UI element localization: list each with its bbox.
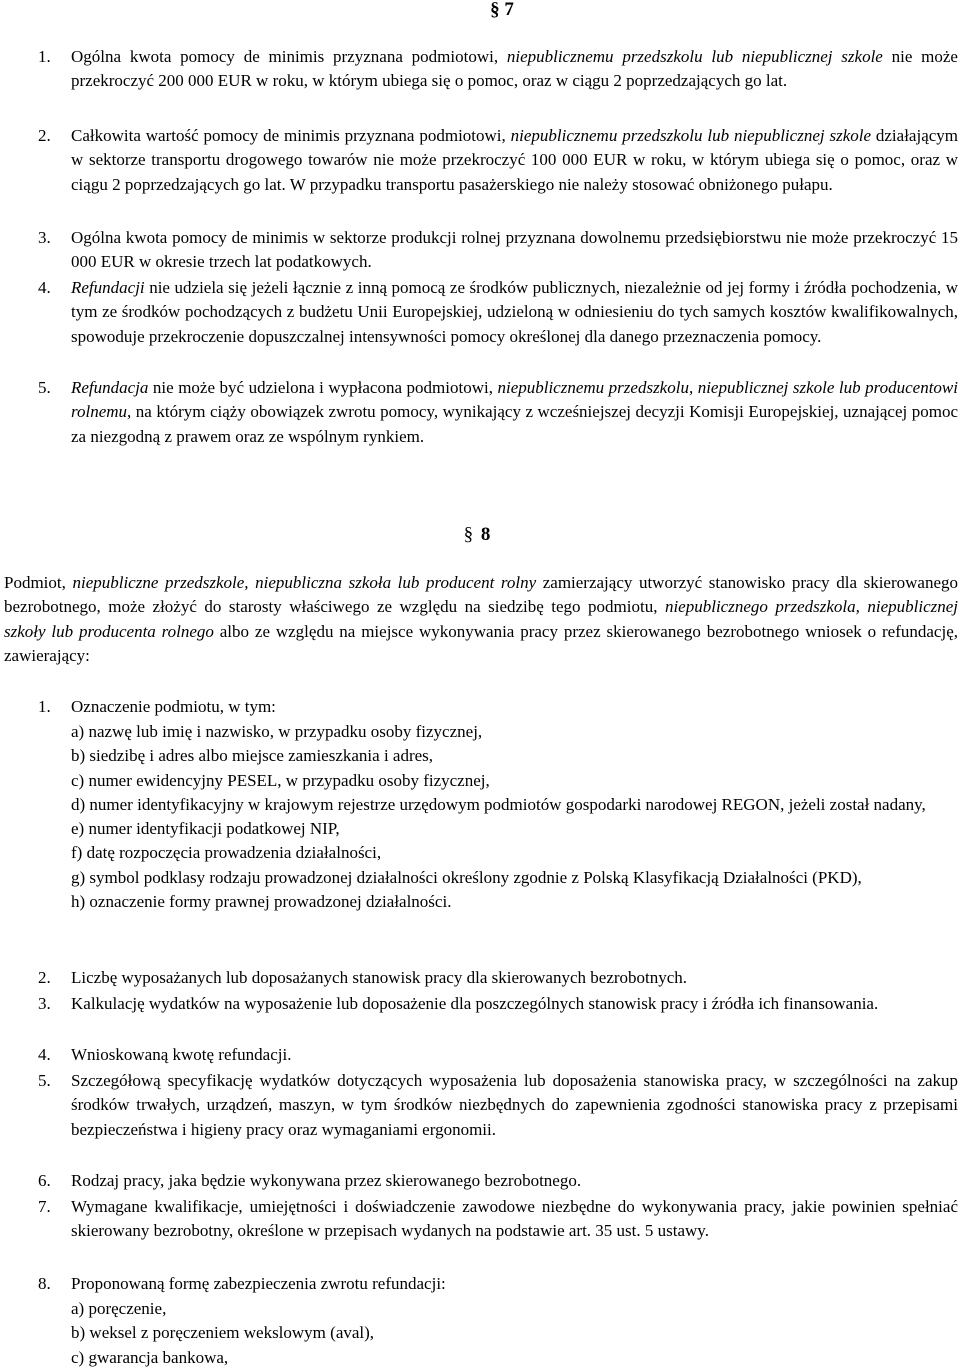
- list-item: b) weksel z poręczeniem wekslowym (aval),: [71, 1323, 375, 1343]
- italic-text-run: niepublicznemu przedszkolu lub niepublicznej szkole: [506, 47, 883, 66]
- item-text: [71, 276, 958, 349]
- list-item: g) symbol podklasy rodzaju prowadzonej działalności określony zgodnie z Polską Klasyfikacją Działalności (PKD),: [71, 867, 862, 887]
- italic-text-run: niepublicznego przedszkola, niepublicznej szkoły lub producenta rolnego: [4, 597, 959, 641]
- list-item: a) poręczenie,: [71, 1299, 167, 1318]
- item-number: 5.: [38, 378, 51, 397]
- item-text: Kalkulację wydatków na wyposażenie lub doposażenie dla poszczególnych stanowisk pracy i źródła ich finansowania.: [71, 994, 879, 1013]
- list-item: c) numer ewidencyjny PESEL, w przypadku osoby fizycznej,: [71, 770, 490, 790]
- item-number: 6.: [38, 1171, 51, 1190]
- text-run: nie może przekroczyć 200 000 EUR w roku, w którym ubiega się o pomoc, oraz w ciągu 2 poprzedzających go lat.: [71, 47, 958, 91]
- text-run: Całkowita wartość pomocy de minimis przyznana podmiotowi,: [71, 126, 511, 145]
- s7-item-1: [38, 45, 958, 94]
- list-item: d) numer identyfikacyjny w krajowym rejestrze urzędowym podmiotów gospodarki narodowej REGON, jeżeli został nadany,: [71, 794, 926, 814]
- s8-item-8: [38, 1272, 958, 1296]
- item-text: [71, 226, 958, 275]
- item-text: Proponowaną formę zabezpieczenia zwrotu refundacji:: [71, 1274, 446, 1293]
- list-item: b) siedzibę i adres albo miejsce zamieszkania i adres,: [71, 746, 434, 766]
- text-run: Ogólna kwota pomocy de minimis przyznana podmiotowi,: [71, 47, 507, 66]
- item-number: 4.: [38, 1045, 51, 1064]
- item-number: 1.: [38, 697, 51, 716]
- italic-text-run: Refundacja: [71, 378, 149, 397]
- s8-item-4: [38, 1043, 958, 1067]
- italic-text-run: niepublicznemu przedszkolu, niepublicznej szkole lub producentowi rolnemu: [71, 378, 958, 422]
- text-run: nie może być udzielona i wypłacona podmiotowi,: [148, 378, 498, 397]
- s8-intro-paragraph: [4, 571, 958, 668]
- s7-item-5: [38, 376, 958, 449]
- s7-item-3: [38, 226, 958, 275]
- list-item: f) datę rozpoczęcia prowadzenia działalności,: [71, 843, 382, 863]
- list-item: a) nazwę lub imię i nazwisko, w przypadku osoby fizycznej,: [71, 722, 483, 741]
- s8-item-3: [38, 992, 958, 1016]
- item-text: Liczbę wyposażanych lub doposażanych stanowisk pracy dla skierowanych bezrobotnych.: [71, 968, 688, 987]
- text-run: działającym w sektorze transportu drogowego towarów nie może przekroczyć 100 000 EUR w roku, w którym ubiega się o pomoc, oraz w ciągu 2 poprzedzających go lat. W przypadku transportu pasażerskiego nie należy stosować obniżonego pułapu.: [71, 126, 959, 194]
- item-number: 3.: [38, 994, 51, 1013]
- s8-item-1: [38, 695, 958, 719]
- item-text: [71, 376, 958, 449]
- item-number: 2.: [38, 968, 51, 987]
- text-run: , na którym ciąży obowiązek zwrotu pomocy, wynikający z wcześniejszej decyzji Komisji Europejskiej, uznającej pomoc za niezgodną z prawem oraz ze wspólnym rynkiem.: [71, 402, 958, 446]
- item-number: 5.: [38, 1071, 51, 1090]
- item-number: 8.: [38, 1274, 51, 1293]
- s7-item-4: [38, 276, 958, 349]
- text-run: Ogólna kwota pomocy de minimis w sektorze produkcji rolnej przyznana dowolnemu przedsiębiorstwu nie może przekroczyć 15 000 EUR w okresie trzech lat podatkowych.: [71, 228, 958, 272]
- text-run: nie udziela się jeżeli łącznie z inną pomocą ze środków publicznych, niezależnie od jej formy i źródła pochodzenia, w tym ze środków pochodzących z budżetu Unii Europejskiej, udzieloną w odniesieniu do tych samych kosztów kwalifikowalnych, spowoduje przekroczenie dopuszczalnej intensywności pomocy określonej dla danego przeznaczenia pomocy.: [71, 278, 958, 346]
- item-text: Wymagane kwalifikacje, umiejętności i doświadczenie zawodowe niezbędne do wykonywania pracy, jakie powinien spełniać skierowany bezrobotny, określone w przepisach wydanych na podstawie art. 35 ust. 5 ustawy.: [71, 1197, 958, 1241]
- s8-item-5: [38, 1069, 958, 1142]
- s8-item-7: [38, 1195, 958, 1244]
- italic-text-run: Refundacji: [71, 278, 145, 297]
- italic-text-run: niepubliczne przedszkole, niepubliczna szkoła lub producent rolny: [72, 573, 537, 592]
- item-text: Szczegółową specyfikację wydatków dotyczących wyposażenia lub doposażenia stanowiska pracy, w szczególności na zakup środków trwałych, urządzeń, maszyn, w tym środków niezbędnych do zapewnienia zgodności stanowiska pracy z przepisami bezpieczeństwa i higieny pracy oraz wymaganiami ergonomii.: [71, 1071, 958, 1139]
- list-item: e) numer identyfikacji podatkowej NIP,: [71, 819, 340, 839]
- item-text: Oznaczenie podmiotu, w tym:: [71, 697, 276, 716]
- text-run: albo ze względu na miejsce wykonywania pracy przez skierowanego bezrobotnego wniosek o refundację, zawierający:: [4, 621, 958, 665]
- item-text: Rodzaj pracy, jaka będzie wykonywana przez skierowanego bezrobotnego.: [71, 1171, 582, 1190]
- text-run: zamierzający utworzyć stanowisko pracy dla skierowanego bezrobotnego, może złożyć do starosty właściwego ze względu na siedzibę tego podmiotu,: [4, 573, 958, 617]
- item-number: 4.: [38, 278, 51, 297]
- italic-text-run: niepublicznemu przedszkolu lub niepublicznej szkole: [510, 126, 872, 145]
- list-item: c) gwarancja bankowa,: [71, 1347, 229, 1367]
- item-number: 3.: [38, 228, 51, 247]
- s8-item-6: [38, 1169, 958, 1193]
- item-text: [71, 124, 958, 197]
- item-number: 2.: [38, 126, 51, 145]
- s8-item-8-sub-list: [71, 1297, 958, 1370]
- list-item: h) oznaczenie formy prawnej prowadzonej działalności.: [71, 892, 452, 912]
- section-7-heading: § 7: [490, 0, 514, 20]
- s8-sub-list: [71, 720, 958, 914]
- s7-item-2: [38, 124, 958, 197]
- section-8-heading: § 8: [463, 524, 491, 545]
- item-number: 1.: [38, 47, 51, 66]
- item-text: Wnioskowaną kwotę refundacji.: [71, 1045, 292, 1064]
- item-text: [71, 45, 958, 94]
- s8-item-2: [38, 966, 958, 990]
- text-run: Podmiot,: [4, 573, 73, 592]
- item-number: 7.: [38, 1197, 51, 1216]
